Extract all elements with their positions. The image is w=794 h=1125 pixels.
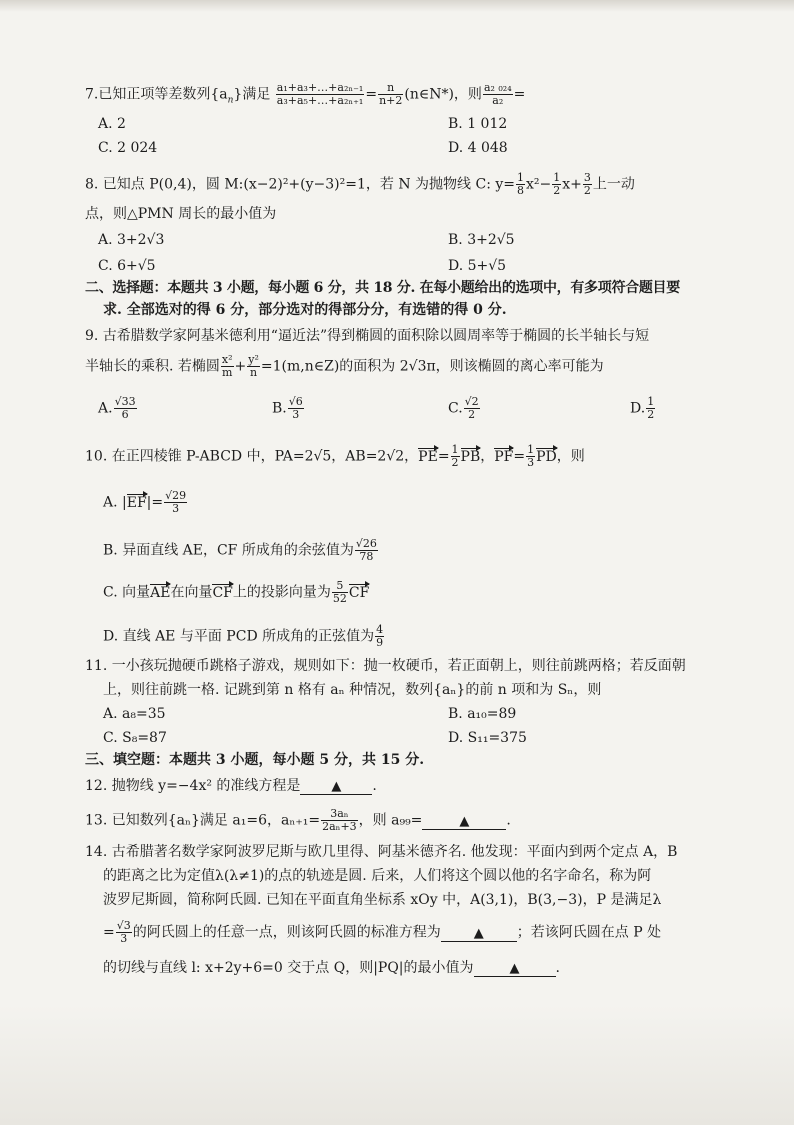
question-11-line1: 11. 一小孩玩抛硬币跳格子游戏，规则如下：抛一枚硬币，若正面朝上，则往前跳两格；若反面朝 — [85, 658, 686, 674]
fraction-a2024-a2: $\frac{\text{a₂ ₀₂₄}}{\text{a₂}}$ — [483, 81, 512, 107]
question-9-line1: 9. 古希腊数学家阿基米德利用“逼近法”得到椭圆的面积除以圆周率等于椭圆的长半轴长与短 — [85, 328, 650, 344]
fraction-n-ratio: $\frac{n}{n+2}$ — [379, 81, 403, 107]
q9-option-b: B. $\frac{√6}{3}$ — [272, 395, 303, 421]
q10-option-c: C. 向量AE在向量CF上的投影向量为 $\frac{5}{52}$ CF — [103, 579, 370, 605]
answer-blank-14a[interactable]: ▲ — [441, 927, 517, 942]
scan-edge-top — [0, 0, 794, 12]
q10-option-b: B. 异面直线 AE，CF 所成角的余弦值为 $\frac{√26}{78}$ — [103, 537, 377, 563]
question-11-line2: 上，则往前跳一格. 记跳到第 n 格有 aₙ 种情况，数列{aₙ}的前 n 项和为 Sₙ，则 — [103, 682, 602, 698]
q7-option-d: D. 4 048 — [448, 140, 508, 156]
vector-ef: EF — [126, 494, 147, 511]
q8-option-d: D. 5+√5 — [448, 258, 507, 274]
answer-blank-14b[interactable]: ▲ — [474, 962, 556, 977]
question-10-stem: 10. 在正四棱锥 P-ABCD 中，PA=2√5，AB=2√2，PE= $\frac{1}{2}$ PB，PF= $\frac{1}{3}$ PD，则 — [85, 443, 585, 469]
fraction-y2-n: $\frac{\text{y²}}{n}$ — [248, 353, 259, 379]
section-2-heading-line2: 求. 全部选对的得 6 分，部分选对的得部分分，有选错的得 0 分. — [103, 302, 507, 318]
q10-option-a: A. |EF|= $\frac{√29}{3}$ — [103, 489, 187, 515]
scan-edge-bottom — [0, 1005, 794, 1125]
question-8-line2: 点，则△PMN 周长的最小值为 — [85, 206, 277, 222]
question-14-line1: 14. 古希腊著名数学家阿波罗尼斯与欧几里得、阿基米德齐名. 他发现：平面内到两个定点 A，B — [85, 844, 678, 860]
q8-option-a: A. 3+2√3 — [98, 232, 165, 248]
q11-option-c: C. S₈=87 — [103, 730, 167, 746]
fraction-recurrence: $\frac{\text{3aₙ}}{\text{2aₙ+3}}$ — [322, 807, 357, 833]
fraction-sum-ratio: $\frac{\text{a₁+a₃+…+a₂ₙ₋₁}}{\text{a₃+a₅+…+a₂ₙ₊₁}}$ — [276, 81, 364, 107]
vector-pd: PD — [536, 448, 557, 465]
vector-pe: PE — [418, 448, 438, 465]
answer-blank-13[interactable]: ▲ — [422, 815, 506, 830]
section-2-heading-line1: 二、选择题：本题共 3 小题，每小题 6 分，共 18 分. 在每小题给出的选项中，有多项符合题目要 — [85, 280, 680, 296]
question-7-stem: 7.已知正项等差数列$\{a_n\}$满足 $\frac{\text{a₁+a₃+…+a₂ₙ₋₁}}{\text{a₃+a₅+…+a₂ₙ₊₁}}$ = $\frac{n}{n+2}$ (n∈N*)，则 $\frac{\text{a₂ ₀₂₄}}{\text{a₂}}$ = — [85, 81, 526, 107]
fraction-three-halves: $\frac{3}{2}$ — [583, 171, 591, 197]
q10-option-d: D. 直线 AE 与平面 PCD 所成角的正弦值为 $\frac{4}{9}$ — [103, 623, 384, 649]
vector-pf: PF — [494, 448, 514, 465]
q7-option-a: A. 2 — [98, 116, 126, 132]
fraction-one-half: $\frac{1}{2}$ — [553, 171, 561, 197]
question-8-stem: 8. 已知点 P(0,4)，圆 M:(x−2)²+(y−3)²=1，若 N 为抛物线 C: y= $\frac{1}{8}$ x²− $\frac{1}{2}$ x+ $\frac{3}{2}$ 上一动 — [85, 171, 635, 197]
question-number: 7. — [85, 86, 99, 103]
fraction-x2-m: $\frac{\text{x²}}{m}$ — [221, 353, 233, 379]
question-13: 13. 已知数列{aₙ}满足 a₁=6，aₙ₊₁= $\frac{\text{3aₙ}}{\text{2aₙ+3}}$ ，则 a₉₉= ▲ . — [85, 807, 511, 833]
q7-option-c: C. 2 024 — [98, 140, 158, 156]
q8-option-b: B. 3+2√5 — [448, 232, 515, 248]
q11-option-b: B. a₁₀=89 — [448, 706, 517, 722]
q7-option-b: B. 1 012 — [448, 116, 508, 132]
q11-option-d: D. S₁₁=375 — [448, 730, 527, 746]
question-14-line4: = $\frac{√3}{3}$ 的阿氏圆上的任意一点，则该阿氏圆的标准方程为 ▲ ；若该阿氏圆在点 P 处 — [103, 919, 662, 945]
vector-ae: AE — [150, 584, 171, 601]
q9-option-d: D. $\frac{1}{2}$ — [630, 395, 655, 421]
q11-option-a: A. a₈=35 — [103, 706, 166, 722]
q9-option-c: C. $\frac{√2}{2}$ — [448, 395, 479, 421]
q8-option-c: C. 6+√5 — [98, 258, 156, 274]
q9-option-a: A. $\frac{√33}{6}$ — [98, 395, 136, 421]
vector-cf-result: CF — [348, 584, 370, 601]
vector-cf: CF — [212, 584, 233, 601]
question-14-line3: 波罗尼斯圆，简称阿氏圆. 已知在平面直角坐标系 xOy 中，A(3,1)，B(3,−3)，P 是满足λ — [103, 892, 662, 908]
question-12: 12. 抛物线 y=−4x² 的准线方程是 ▲ . — [85, 778, 377, 794]
question-9-line2: 半轴长的乘积. 若椭圆 $\frac{\text{x²}}{m}$ + $\frac{\text{y²}}{n}$ =1(m,n∈Z)的面积为 2√3π，则该椭圆的离心率可能为 — [85, 353, 604, 379]
question-14-line2: 的距离之比为定值λ(λ≠1)的点的轨迹是圆. 后来，人们将这个圆以他的名字命名，称为阿 — [103, 868, 652, 884]
vector-pb: PB — [460, 448, 481, 465]
section-3-heading: 三、填空题：本题共 3 小题，每小题 5 分，共 15 分. — [85, 752, 425, 768]
answer-blank-12[interactable]: ▲ — [300, 780, 372, 795]
question-14-line5: 的切线与直线 l: x+2y+6=0 交于点 Q，则|PQ|的最小值为 ▲ . — [103, 960, 560, 976]
fraction-one-eighth: $\frac{1}{8}$ — [517, 171, 525, 197]
